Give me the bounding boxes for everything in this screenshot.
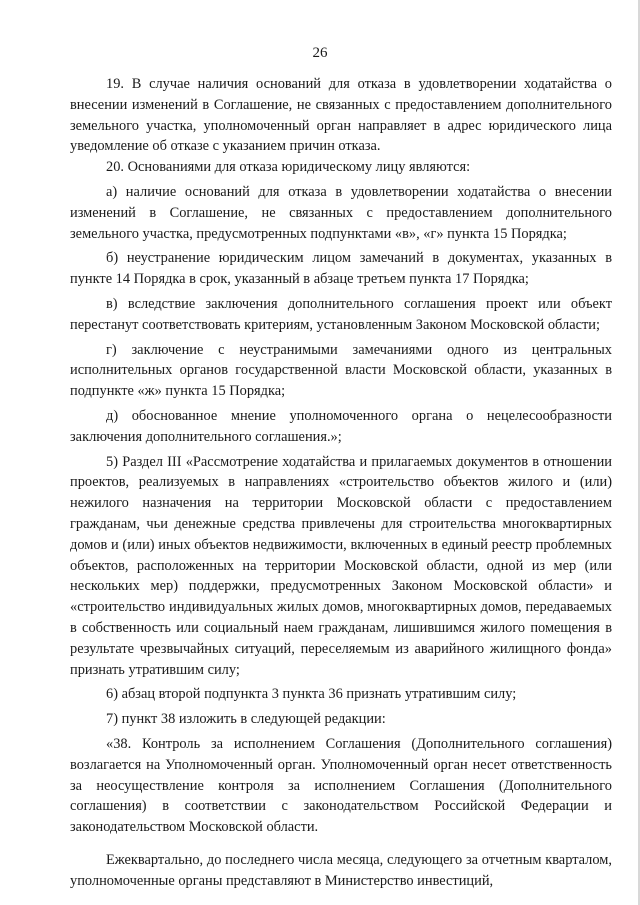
paragraph-19: 19. В случае наличия оснований для отказа в удовлетворении ходатайства о внесении изменений в Соглашение, не связанных с предоставлением дополнительного земельного участка, уполномоченный орган направляет в адрес юридического лица уведомление об отказе с указанием причин отказа. (70, 76, 612, 155)
subitem-v: в) вследствие заключения дополнительного соглашения проект или объект перестанут соответствовать критериям, установленным Законом Московской области; (70, 295, 612, 333)
page-number: 26 (312, 45, 328, 61)
paragraph-20: 20. Основаниями для отказа юридическому лицу являются: (106, 159, 471, 176)
quarterly-report-paragraph: Ежеквартально, до последнего числа месяца, следующего за отчетным кварталом, уполномоченные органы представляют в Министерство инвестиций, (70, 851, 612, 889)
item-7: 7) пункт 38 изложить в следующей редакции: (106, 711, 386, 728)
item-5: 5) Раздел III «Рассмотрение ходатайства и прилагаемых документов в отношении проектов, реализуемых в направлениях «строительство объектов жилого и (или) нежилого назначения на территории Московской области с предоставлением гражданам, чьи денежные средства привлечены для строительства многоквартирных домов и (или) иных объектов недвижимости, включенных в единый реестр проблемных объектов, расположенных на территории Московской области, одной из мер (или нескольких мер) поддержки, предусмотренных Законом Московской области» и «строительство индивидуальных жилых домов, многоквартирных домов, передаваемых в собственность или социальный наем гражданам, лишившимся жилого помещения в результате чрезвычайных ситуаций, переселяемым из аварийного жилищного фонда» признать утратившим силу; (70, 453, 612, 678)
subitem-d: д) обоснованное мнение уполномоченного органа о нецелесообразности заключения дополнительного соглашения.»; (70, 407, 612, 445)
item-6: 6) абзац второй подпункта 3 пункта 36 признать утратившим силу; (106, 686, 517, 703)
subitem-b: б) неустранение юридическим лицом замечаний в документах, указанных в пункте 14 Порядка в срок, указанный в абзаце третьем пункта 17 Порядка; (70, 250, 612, 288)
subitem-a: а) наличие оснований для отказа в удовлетворении ходатайства о внесении изменений в Соглашение, не связанных с предоставлением дополнительного земельного участка, предусмотренных подпунктами «в», «г» пункта 15 Порядка; (70, 183, 612, 242)
document-body (70, 74, 612, 891)
clause-38: «38. Контроль за исполнением Соглашения (Дополнительного соглашения) возлагается на Уполномоченный орган. Уполномоченный орган несет ответственность за неосуществление контроля за исполнением Соглашения (Дополнительного соглашения) в соответствии с законодательством Российской Федерации и законодательством Московской области. (70, 735, 612, 836)
subitem-g: г) заключение с неустранимыми замечаниями одного из центральных исполнительных органов государственной власти Московской области, указанных в подпункте «ж» пункта 15 Порядка; (70, 341, 612, 400)
